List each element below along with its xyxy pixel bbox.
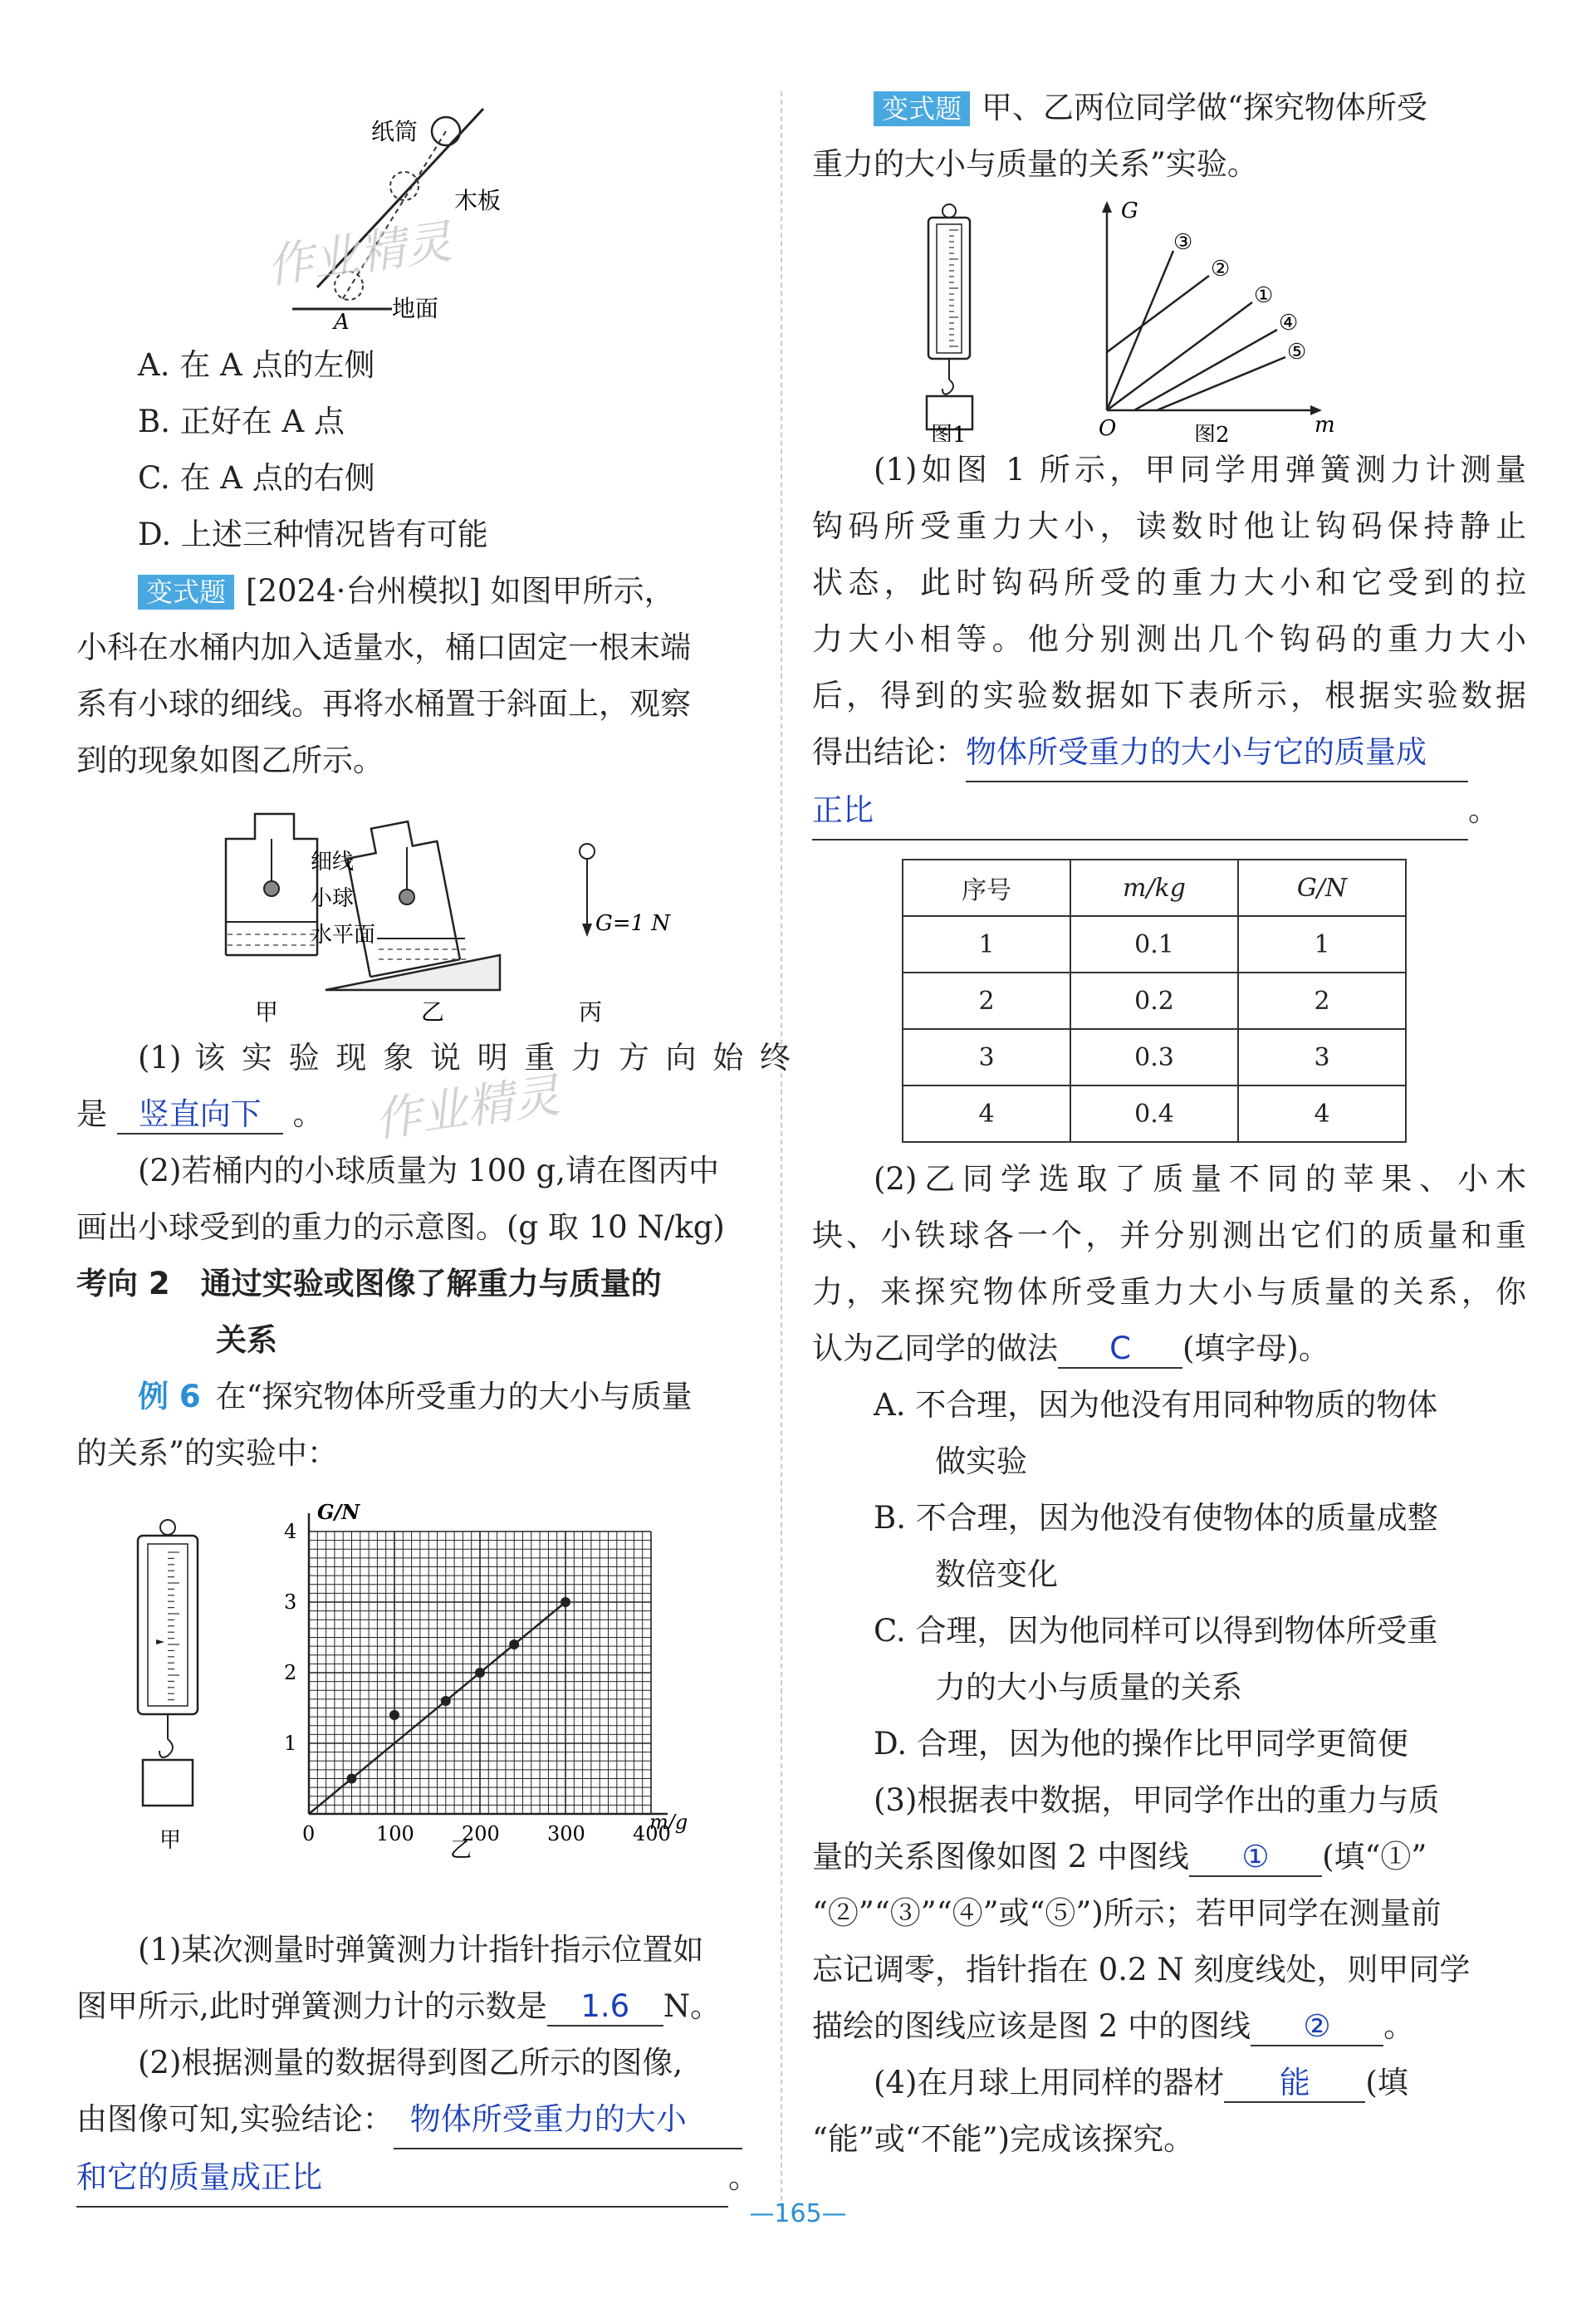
table-header-cell: G/N xyxy=(1238,860,1406,916)
bucket-figure xyxy=(76,789,791,1030)
data-point xyxy=(389,1710,399,1720)
y-tick-label: 4 xyxy=(284,1520,297,1543)
x-tick-label: 100 xyxy=(376,1822,414,1845)
caption-fig1: 图1 xyxy=(931,423,967,442)
e2-line-1: (2)根据测量的数据得到图乙所示的图像, xyxy=(138,2045,683,2080)
x-tick-label: 400 xyxy=(633,1822,671,1845)
p2-option-a: A. 不合理，因为他没有用同种物质的物体 xyxy=(874,1387,1438,1423)
p3-answer-line-2 xyxy=(812,1998,1526,2055)
p2-answer-line xyxy=(812,1321,1526,1377)
table-cell: 0.2 xyxy=(1070,973,1238,1029)
label-thread: 细线 xyxy=(311,850,355,875)
table-cell: 2 xyxy=(1238,973,1406,1029)
p4-post: (填 xyxy=(1365,2065,1408,2100)
g-m-graph xyxy=(76,1482,791,1922)
p2-option-d: D. 合理，因为他的操作比甲同学更简便 xyxy=(874,1726,1408,1762)
table-cell: 1 xyxy=(903,916,1070,973)
spring-scale-jia xyxy=(138,1520,198,1853)
table-row xyxy=(903,1086,1406,1142)
p2-option-a-cont: 做实验 xyxy=(935,1443,1027,1479)
caption-graph-jia: 甲 xyxy=(159,1828,182,1853)
table-cell: 4 xyxy=(903,1086,1070,1142)
p1-answer-part1: 物体所受重力的大小与它的质量成 xyxy=(966,724,1468,782)
page-number: —165— xyxy=(749,2199,847,2228)
right-variant-tag: 变式题 xyxy=(874,91,970,126)
example-tag: 例 6 xyxy=(138,1379,201,1414)
data-point xyxy=(475,1668,485,1678)
p1-line-1: 钩码所受重力大小，读数时他让钩码保持静止 xyxy=(812,508,1526,544)
table-row xyxy=(903,1029,1406,1086)
x-tick-label: 300 xyxy=(547,1822,585,1845)
caption-jia: 甲 xyxy=(255,998,279,1026)
variant-line-1: 小科在水桶内加入适量水，桶口固定一根末端 xyxy=(76,630,691,665)
p2-post: (填字母)。 xyxy=(1182,1331,1329,1366)
p2-pre: 认为乙同学的做法 xyxy=(812,1331,1058,1366)
table-cell: 1 xyxy=(1238,916,1406,973)
e2-answer-part1: 物体所受重力的大小 xyxy=(394,2091,742,2149)
table-cell: 3 xyxy=(903,1029,1070,1086)
table-header-cell: 序号 xyxy=(903,860,1070,916)
q2-line-1: (2)若桶内的小球质量为 100 g,请在图丙中 xyxy=(138,1153,720,1188)
option-b: B. 正好在 A 点 xyxy=(138,404,345,439)
spring-lines-figure xyxy=(812,193,1526,442)
table-cell: 0.1 xyxy=(1070,916,1238,973)
p3-mid: (填“①” xyxy=(1322,1839,1427,1875)
x-axis-label: m/g xyxy=(649,1811,688,1834)
p1-line-4: 后，得到的实验数据如下表所示，根据实验数据 xyxy=(812,678,1526,713)
example-line-0: 在“探究物体所受重力的大小与质量 xyxy=(215,1379,693,1414)
q2-line-2: 画出小球受到的重力的示意图。(g 取 10 N/kg) xyxy=(76,1209,725,1245)
p2-answer: C xyxy=(1058,1331,1182,1369)
line-5 xyxy=(1157,357,1285,410)
watermark: 作业精灵 xyxy=(371,1068,564,1149)
p1-line-2: 状态，此时钩码所受的重力大小和它受到的拉 xyxy=(812,565,1526,600)
p4-answer-line xyxy=(812,2055,1526,2111)
label-board: 木板 xyxy=(454,187,502,214)
e1-post: N。 xyxy=(663,1988,722,2024)
p2-option-c-cont: 力的大小与质量的关系 xyxy=(935,1669,1242,1705)
table-header-row xyxy=(903,860,1406,916)
data-point xyxy=(561,1597,570,1607)
e2-answer-part2: 和它的质量成正比 xyxy=(76,2149,728,2208)
variant-line-3: 到的现象如图乙所示。 xyxy=(76,742,384,778)
p1-answer-line xyxy=(812,724,1526,782)
q1-post: 。 xyxy=(292,1096,324,1132)
table-cell: 4 xyxy=(1238,1086,1406,1142)
p2-line-0: (2)乙同学选取了质量不同的苹果、小木 xyxy=(874,1161,1526,1197)
variant-line-0: 如图甲所示， xyxy=(490,573,675,609)
p2-option-b-cont: 数倍变化 xyxy=(935,1556,1058,1592)
p3-post2: 。 xyxy=(1383,2008,1415,2044)
table-header-cell: m/kg xyxy=(1070,860,1238,916)
label-ball: 小球 xyxy=(311,886,355,911)
caption-fig2: 图2 xyxy=(1194,423,1230,442)
data-point xyxy=(441,1696,451,1706)
watermark: 作业精灵 xyxy=(263,214,456,295)
variant-line-2: 系有小球的细线。再将水桶置于斜面上，观察 xyxy=(76,686,691,722)
p1-pre: 得出结论： xyxy=(812,734,966,770)
e2-pre: 由图像可知,实验结论： xyxy=(76,2101,394,2137)
q1-pre: 是 xyxy=(76,1096,107,1132)
variant-tag: 变式题 xyxy=(138,575,234,610)
e2-post: 。 xyxy=(728,2159,759,2195)
table-cell: 0.4 xyxy=(1070,1086,1238,1142)
p3-pre: 量的关系图像如图 2 中图线 xyxy=(812,1839,1190,1875)
x-tick-label: 200 xyxy=(462,1822,500,1845)
spring-graph-figure xyxy=(76,1482,791,1922)
y-tick-label: 3 xyxy=(284,1590,297,1614)
left-column xyxy=(76,80,791,2208)
p2-line-1: 块、小铁球各一个，并分别测出它们的质量和重 xyxy=(812,1218,1526,1253)
variant-source: [2024·台州模拟] xyxy=(246,573,481,609)
example-line-1: 的关系”的实验中： xyxy=(76,1435,338,1471)
section-title-cont: 关系 xyxy=(216,1322,277,1358)
y-axis-label: G/N xyxy=(317,1500,360,1524)
option-a: A. 在 A 点的左侧 xyxy=(138,347,375,383)
p3-answer-2: ② xyxy=(1251,2008,1383,2046)
label-line-3: ③ xyxy=(1173,230,1193,255)
y-tick-label: 1 xyxy=(284,1732,297,1755)
m-axis-label: m xyxy=(1314,413,1335,438)
y-tick-label: 2 xyxy=(284,1661,297,1684)
data-point xyxy=(347,1774,357,1784)
label-line-5: ⑤ xyxy=(1287,340,1307,365)
p3-line-3: “②”“③”“④”或“⑤”)所示；若甲同学在测量前 xyxy=(812,1895,1442,1931)
option-c: C. 在 A 点的右侧 xyxy=(138,460,375,496)
p3-pre2: 描绘的图线应该是图 2 中的图线 xyxy=(812,2008,1251,2044)
p3-answer-line xyxy=(812,1829,1526,1885)
table-cell: 3 xyxy=(1238,1029,1406,1086)
e1-answer-line xyxy=(76,1978,791,2035)
origin-label: O xyxy=(1099,416,1117,441)
p2-line-2: 力，来探究物体所受重力大小与质量的关系，你 xyxy=(812,1274,1526,1310)
g-axis-label: G xyxy=(1121,198,1138,223)
p2-option-b: B. 不合理，因为他没有使物体的质量成整 xyxy=(874,1500,1438,1536)
p2-option-c: C. 合理，因为他同样可以得到物体所受重 xyxy=(874,1613,1438,1649)
p3-answer-1: ① xyxy=(1189,1839,1322,1877)
label-ground: 地面 xyxy=(392,295,439,322)
p4-pre: (4)在月球上用同样的器材 xyxy=(874,2065,1225,2100)
p4-line-2: “能”或“不能”)完成该探究。 xyxy=(812,2121,1195,2157)
label-force: G=1 N xyxy=(595,911,671,936)
x-tick-label: 0 xyxy=(302,1822,316,1845)
plot-area xyxy=(284,1513,671,1845)
p1-answer-line-2 xyxy=(812,782,1526,840)
table-cell: 2 xyxy=(903,973,1070,1029)
label-line-1: ① xyxy=(1254,283,1274,308)
table-row xyxy=(903,916,1406,973)
e1-line-1: (1)某次测量时弹簧测力计指针指示位置如 xyxy=(138,1932,704,1968)
variant-question-heading xyxy=(76,563,791,620)
e1-pre: 图甲所示,此时弹簧测力计的示数是 xyxy=(76,1988,547,2024)
label-tube: 纸筒 xyxy=(371,118,419,145)
label-line-2: ② xyxy=(1211,257,1231,282)
data-table xyxy=(902,859,1407,1143)
p1-post: 。 xyxy=(1468,792,1499,828)
right-column xyxy=(812,80,1526,2168)
table-cell: 0.3 xyxy=(1070,1029,1238,1086)
caption-yi: 乙 xyxy=(421,998,445,1026)
p1-answer-part2: 正比 xyxy=(812,782,1468,840)
option-d: D. 上述三种情况皆有可能 xyxy=(138,517,488,552)
figure-1-2 xyxy=(812,193,1526,442)
label-water-surface: 水平面 xyxy=(311,923,376,948)
right-variant-heading xyxy=(812,80,1526,136)
q1-line-1: (1) 该 实 验 现 象 说 明 重 力 方 向 始 终 xyxy=(138,1040,791,1076)
p1-line-3: 力大小相等。他分别测出几个钩码的重力大小 xyxy=(812,621,1526,657)
e2-answer-line xyxy=(76,2091,791,2149)
section-title: 考向 2 通过实验或图像了解重力与质量的 xyxy=(76,1266,662,1301)
p3-line-4: 忘记调零，指针指在 0.2 N 刻度线处，则甲同学 xyxy=(812,1952,1471,1987)
data-point xyxy=(509,1639,519,1649)
table-row xyxy=(903,973,1406,1029)
bucket-diagram xyxy=(76,789,791,1030)
label-point-a: A xyxy=(334,310,350,335)
example-heading xyxy=(76,1369,791,1425)
p3-line-1: (3)根据表中数据，甲同学作出的重力与质 xyxy=(874,1782,1440,1818)
q1-answer: 竖直向下 xyxy=(117,1096,283,1135)
caption-graph-yi: 乙 xyxy=(450,1838,472,1863)
p4-answer: 能 xyxy=(1224,2065,1365,2103)
e1-answer: 1.6 xyxy=(547,1988,663,2026)
right-intro-1: 重力的大小与质量的关系”实验。 xyxy=(812,146,1258,182)
caption-bing: 丙 xyxy=(579,998,603,1026)
label-line-4: ④ xyxy=(1279,311,1299,336)
right-intro-0: 甲、乙两位同学做“探究物体所受 xyxy=(982,90,1427,125)
p1-line-0: (1)如图 1 所示，甲同学用弹簧测力计测量 xyxy=(874,452,1526,488)
